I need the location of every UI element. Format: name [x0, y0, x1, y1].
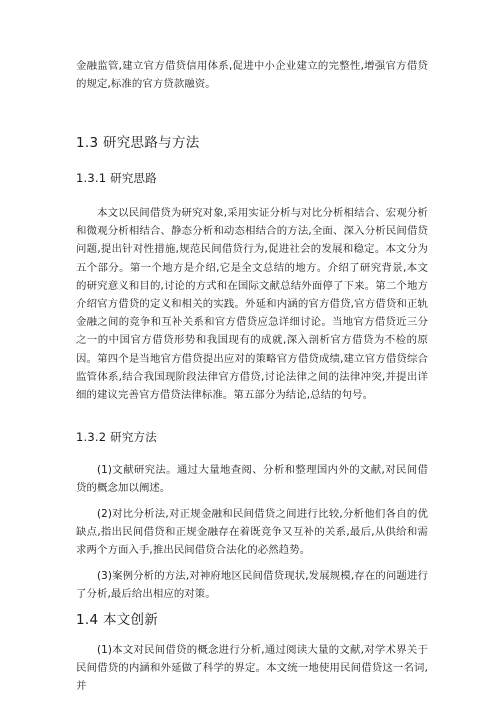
method-item-1: (1)文献研究法。通过大量地查阅、分析和整理国内外的文献,对民间借贷的概念加以阐述。 — [76, 464, 428, 495]
research-approach-paragraph: 本文以民间借贷为研究对象,采用实证分析与对比分析相结合、宏观分析和微观分析相结合、静态分析和动态相结合的方法,全面、深入分析民间借贷问题,提出针对性措施,规范民间借贷行为,促进社会的发展和稳定。本文分为五个部分。第一个地方是介绍,它是全文总结的地方。介绍了研究背景,本文的研究意义和目的,讨论的方式和在国际文献总结外面停了下来。第二个地方介绍官方借贷的定义和相关的实践。外延和内涵的官方借贷,官方借贷和正轨金融之间的竞争和互补关系和官方借贷应急详细讨论。当地官方借贷近三分之一的中国官方借贷形势和我国现有的成就,深入剖析官方借贷为不检的原因。第四个是当地官方借贷提出应对的策略官方借贷成绩,建立官方借贷综合监管体系,结合我国现阶段法律官方借贷,讨论法律之间的法律冲突,并提出详细的建议完善官方借贷法律标准。第五部分为结论,总结的句号。 — [76, 207, 428, 402]
intro-paragraph: 金融监管,建立官方借贷信用体系,促进中小企业建立的完整性,增强官方借贷的规定,标准的官方贷款融资。 — [76, 60, 428, 91]
section-heading-1-4: 1.4 本文创新 — [76, 612, 159, 628]
innovation-item-1: (1)本文对民间借贷的概念进行分析,通过阅读大量的文献,对学术界关于民间借贷的内涵和外延做了科学的界定。本文统一地使用民间借贷这一名词,并 — [76, 644, 428, 693]
subsection-heading-1-3-2: 1.3.2 研究方法 — [76, 430, 157, 444]
subsection-heading-1-3-1: 1.3.1 研究思路 — [76, 171, 157, 185]
method-item-3: (3)案例分析的方法,对神府地区民间借贷现状,发展规模,存在的问题进行了分析,最后给出相应的对策。 — [76, 570, 428, 601]
method-item-2: (2)对比分析法,对正规金融和民间借贷之间进行比较,分析他们各自的优缺点,指出民间借贷和正规金融存在着既竞争又互补的关系,最后,从供给和需求两个方面入手,推出民间借贷合法化的必然趋势。 — [76, 508, 428, 557]
section-heading-1-3: 1.3 研究思路与方法 — [76, 135, 200, 151]
